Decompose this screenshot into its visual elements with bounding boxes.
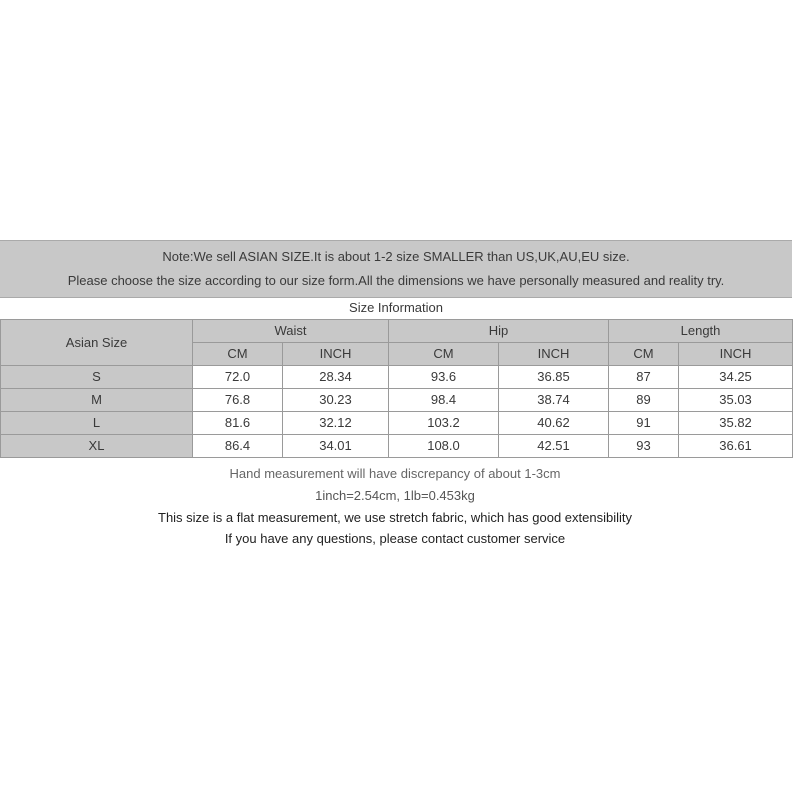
length-header: Length [609,320,793,343]
table-cell: 35.82 [679,412,793,435]
unit-header: CM [389,343,499,366]
table-cell: 89 [609,389,679,412]
table-cell: 103.2 [389,412,499,435]
footer-contact-note: If you have any questions, please contact customer service [224,531,566,546]
size-label: L [1,412,193,435]
table-cell: 98.4 [389,389,499,412]
table-cell: 34.01 [283,435,389,458]
size-label: M [1,389,193,412]
unit-header: INCH [679,343,793,366]
table-cell: 108.0 [389,435,499,458]
table-cell: 93.6 [389,366,499,389]
unit-header: INCH [499,343,609,366]
table-cell: 36.85 [499,366,609,389]
size-table [0,319,793,458]
table-cell: 91 [609,412,679,435]
note-line-1: Note:We sell ASIAN SIZE.It is about 1-2 size SMALLER than US,UK,AU,EU size. [162,249,630,264]
table-cell: 42.51 [499,435,609,458]
footer-discrepancy-note: Hand measurement will have discrepancy of about 1-3cm [229,466,561,481]
table-row [1,389,793,412]
table-cell: 34.25 [679,366,793,389]
note-line-2: Please choose the size according to our size form.All the dimensions we have personally measured and reality try. [67,273,725,288]
unit-header: CM [193,343,283,366]
table-cell: 38.74 [499,389,609,412]
note-banner [0,240,792,298]
waist-header: Waist [193,320,389,343]
table-cell: 36.61 [679,435,793,458]
table-cell: 76.8 [193,389,283,412]
table-cell: 32.12 [283,412,389,435]
table-cell: 30.23 [283,389,389,412]
asian-size-header: Asian Size [1,320,193,366]
table-cell: 81.6 [193,412,283,435]
table-group-header-row [1,320,793,343]
size-label: XL [1,435,193,458]
unit-header: INCH [283,343,389,366]
table-row [1,435,793,458]
table-cell: 72.0 [193,366,283,389]
unit-header: CM [609,343,679,366]
table-cell: 40.62 [499,412,609,435]
table-cell: 28.34 [283,366,389,389]
table-cell: 86.4 [193,435,283,458]
hip-header: Hip [389,320,609,343]
table-row [1,412,793,435]
table-cell: 93 [609,435,679,458]
size-info-title: Size Information [349,300,443,315]
footer-conversion-note: 1inch=2.54cm, 1lb=0.453kg [315,488,475,503]
footer-fabric-note: This size is a flat measurement, we use stretch fabric, which has good extensibility [158,510,632,525]
table-row [1,366,793,389]
size-label: S [1,366,193,389]
table-cell: 87 [609,366,679,389]
table-cell: 35.03 [679,389,793,412]
